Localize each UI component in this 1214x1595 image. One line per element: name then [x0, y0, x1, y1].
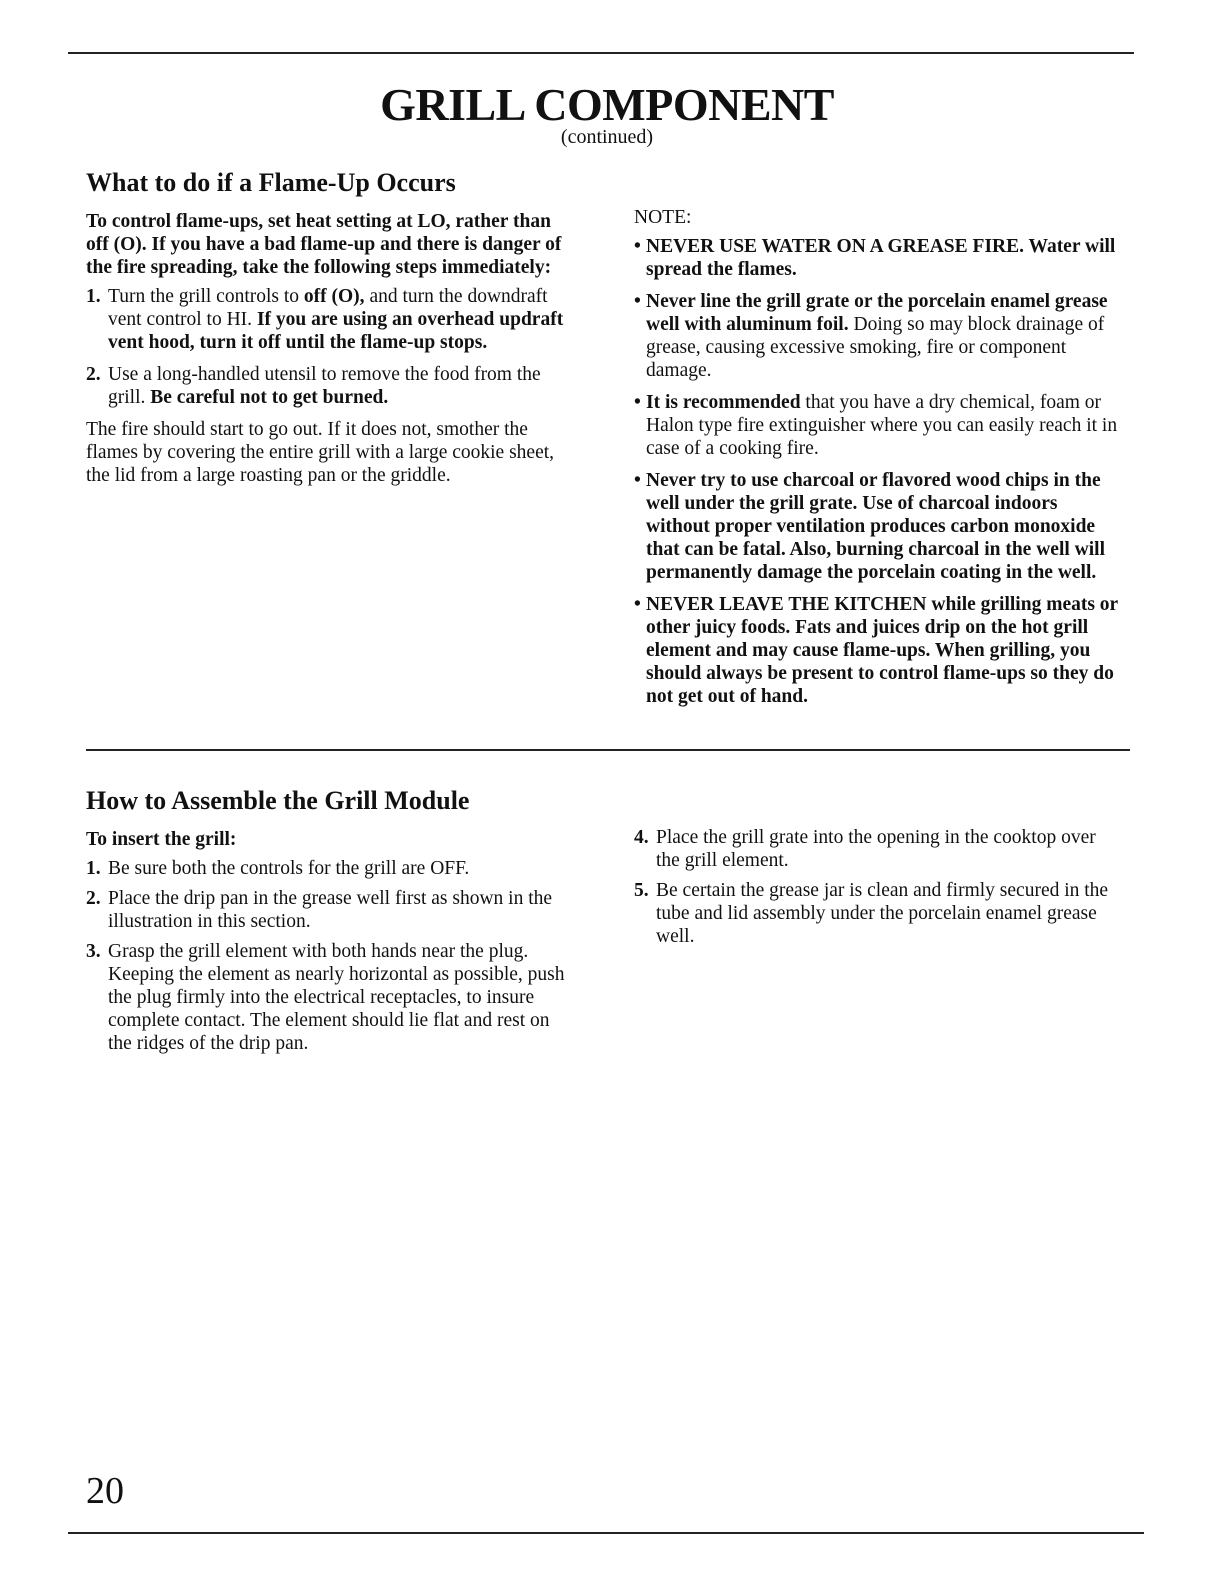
step-warning: If you are using an overhead updraft vent hood, turn it off until the flame-up stops.	[108, 309, 564, 353]
list-item	[86, 887, 576, 933]
step-number: 1.	[86, 858, 101, 879]
assemble-steps-left	[86, 857, 576, 1055]
section-divider	[86, 749, 1130, 751]
bullet: •	[634, 291, 641, 312]
note-text: Doing so may block drainage of grease, causing excessive smoking, fire or component damage.	[646, 314, 1105, 381]
list-item	[86, 363, 576, 409]
bottom-rule	[68, 1532, 1144, 1534]
list-item	[86, 940, 576, 1055]
step-number: 3.	[86, 941, 101, 962]
flameup-steps	[86, 285, 576, 409]
list-item	[86, 857, 576, 880]
step-text: Place the drip pan in the grease well first as shown in the illustration in this section.	[108, 888, 553, 932]
step-text: Turn the grill controls to	[108, 286, 304, 307]
note-section	[634, 206, 1120, 717]
assemble-section-continued	[634, 826, 1120, 955]
step-emphasis: off (O),	[303, 286, 365, 307]
list-item	[634, 826, 1120, 872]
bullet: •	[634, 236, 641, 257]
list-item	[634, 879, 1120, 948]
list-item	[86, 285, 576, 354]
bullet: •	[634, 470, 641, 491]
step-text: Be sure both the controls for the grill are OFF.	[108, 858, 470, 879]
flameup-closing: The fire should start to go out. If it does not, smother the flames by covering the entire grill with a large cookie sheet, the lid from a large roasting pan or the griddle.	[86, 419, 555, 486]
note-bold: It is recommended	[646, 392, 801, 413]
step-warning: Be careful not to get burned.	[150, 387, 389, 408]
top-rule	[68, 52, 1134, 54]
step-text: Use a long-handled utensil to remove the food from the grill.	[108, 364, 541, 408]
step-number: 2.	[86, 888, 101, 909]
note-bold: Never try to use charcoal or flavored wood chips in the well under the grill grate. Use of charcoal indoors without proper ventilation produces carbon monoxide that can be fatal. Also, burning charcoal in the well will permanently damage the porcelain coating in the well.	[646, 470, 1105, 583]
flameup-intro: To control flame-ups, set heat setting at LO, rather than off (O). If you have a bad flame-up and there is danger of the fire spreading, take the following steps immediately:	[86, 211, 562, 278]
flameup-heading: What to do if a Flame-Up Occurs	[86, 168, 456, 197]
list-item	[634, 469, 1120, 584]
note-bold: NEVER LEAVE THE KITCHEN while grilling meats or other juicy foods. Fats and juices drip on the hot grill element and may cause flame-ups. When grilling, you should always be present to control flame-ups so they do not get out of hand.	[646, 594, 1118, 707]
step-number: 4.	[634, 827, 649, 848]
note-title: NOTE:	[634, 207, 692, 228]
page-number: 20	[86, 1470, 124, 1512]
step-text: Grasp the grill element with both hands near the plug. Keeping the element as nearly horizontal as possible, push the plug firmly into the electrical receptacles, to insure complete contact. The element should lie flat and rest on the ridges of the drip pan.	[108, 941, 565, 1054]
step-text: and turn the downdraft vent control to HI.	[108, 286, 548, 330]
list-item	[634, 235, 1120, 281]
step-number: 2.	[86, 364, 101, 385]
step-text: Be certain the grease jar is clean and firmly secured in the tube and lid assembly under the porcelain enamel grease well.	[656, 880, 1109, 947]
note-list	[634, 235, 1120, 708]
flameup-section	[86, 168, 576, 487]
page-title: GRILL COMPONENT	[380, 79, 834, 130]
assemble-subheading: To insert the grill:	[86, 829, 237, 850]
note-text: that you have a dry chemical, foam or Halon type fire extinguisher where you can easily reach it in case of a cooking fire.	[646, 392, 1118, 459]
step-number: 1.	[86, 286, 101, 307]
assemble-heading: How to Assemble the Grill Module	[86, 786, 470, 815]
list-item	[634, 290, 1120, 382]
step-number: 5.	[634, 880, 649, 901]
bullet: •	[634, 392, 641, 413]
assemble-steps-right	[634, 826, 1120, 948]
assemble-section	[86, 786, 576, 1062]
page-subtitle: (continued)	[560, 126, 654, 148]
bullet: •	[634, 594, 641, 615]
list-item	[634, 391, 1120, 460]
note-bold: NEVER USE WATER ON A GREASE FIRE. Water will spread the flames.	[646, 236, 1116, 280]
step-text: Place the grill grate into the opening in the cooktop over the grill element.	[656, 827, 1096, 871]
note-bold: Never line the grill grate or the porcelain enamel grease well with aluminum foil.	[646, 291, 1108, 335]
list-item	[634, 593, 1120, 708]
